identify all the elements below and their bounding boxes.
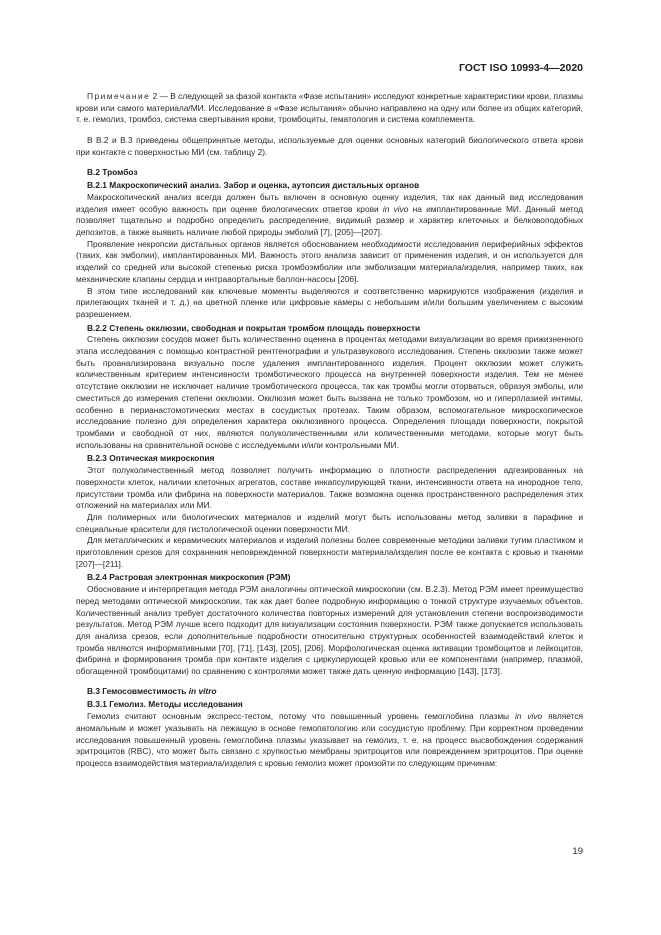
section-b22-heading: В.2.2 Степень окклюзии, свободная и покрытая тромбом площадь поверхности: [87, 322, 421, 333]
paragraph: Проявление некропсии дистальных органов является обоснованием необходимости исследования периферийных эффектов (таких, как эмболии), имплантированных МИ. Важность этого анализа зависит от применения изделия, и он используется для изделий со средней или высокой степенью риска тромбоэмболии или эмболизации материала/изделия, например таких, как механические клапаны сердца и интрааортальные баллон-насосы [206].: [76, 238, 583, 284]
section-b21-heading: В.2.1 Макроскопический анализ. Забор и оценка, аутопсия дистальных органов: [87, 180, 420, 191]
paragraph: В этом типе исследований как ключевые моменты выделяются и соответственно маркируются изображения (изделия и прилегающих тканей и т. д.) на цветной пленке или цифровые камеры с небольшим и/или большим увеличением с высоким разрешением.: [76, 285, 583, 319]
intro-paragraph: В В.2 и В.3 приведены общепринятые методы, используемые для оценки основных категорий биологического ответа крови при контакте с поверхностью МИ (см. таблицу 2).: [76, 135, 583, 157]
section-b24-heading: В.2.4 Растровая электронная микроскопия (РЭМ): [87, 572, 291, 583]
paragraph: Гемолиз считают основным экспресс-тестом, потому что повышенный уровень гемоглобина плазмы in vivo является аномальным и может указывать на лежащую в основе гемопатологию или сосудистую проблему. При корректном проведении исследования повышенный уровень гемоглобина плазмы указывает на гемолиз, т. е. на процесс высвобождения содержания эритроцитов (RBC), что может быть связано с хрупкостью мембраны эритроцитов или повреждением эритроцитов. При оценке процесса взаимодействия материала/изделия с кровью гемолиз может произойти по следующим причинам:: [76, 711, 584, 768]
paragraph: Макроскопический анализ всегда должен быть включен в основную оценку изделия, так как данный вид исследования изделия имеет особую важность при оценке биологических ответов крови in vivo на имплантированные МИ. Данный метод позволяет тщательно и подробно определить распределение, видимый размер и характер клеточных и белковоподобных депозитов, а также выявить наличие любой природы эмболий [7], [205]—[207].: [76, 191, 583, 238]
note-text: 2 — В следующей за фазой контакта «Фазе испытания» исследуют конкретные характеристики крови, плазмы крови или самого материала/МИ. Исследование в «Фазе испытания» обычно направлено на одну или более из общих категорий, т. е. гемолиз, тромбоз, система свертывания крови, тромбоциты, гематология и система комплемента.: [76, 91, 583, 125]
paragraph: Обоснование и интерпретация метода РЭМ аналогичны оптической микроскопии (см. В.2.3). Метод РЭМ имеет преимущество перед методами оптической микроскопии, так как дает более подробную информацию о тонкой структуре изучаемых объектов. Количественный анализ требует достаточного количества повторных измерений для установления степени воспроизводимости результатов. Метод РЭМ лучше всего подходит для визуализации состояния поверхности. РЭМ также допускается использовать для анализа срезов, если дополнительные подробности относительно структурных особенностей взаимодействий клеток и тромба являются информативными [70], [71], [143], [205], [206]. Морфологическая оценка активации тромбоцитов и лейкоцитов, фибрина и формирования тромба при контакте изделия с циркулирующей кровью или ее компонентами (например, плазмой, обогащенной тромбоцитами) по сравнению с контролями может также дать ценную информацию [143], [173].: [76, 584, 583, 677]
document-header: ГОСТ ISO 10993-4—2020: [458, 62, 583, 74]
page-number: 19: [572, 846, 583, 857]
note-paragraph: [76, 91, 583, 126]
section-b2-heading: В.2 Тромбоз: [87, 166, 138, 177]
paragraph: Степень окклюзии сосудов может быть количественно оценена в процентах методами визуализации во время прижизненного этапа исследования с помощью контрастной рентгенографии и ультразвукового исследования. Степень окклюзии также может быть проанализирована визуально после удаления имплантированного изделия. Процент окклюзии может служить количественным критерием интенсивности тромботического процесса на внутренней поверхности изделия. Тем не менее отсутствие окклюзии не исключает наличие тромботического процесса, так как тромбы могли оторваться, образуя эмболы, или сместиться до измерения степени окклюзии. Окклюзия может быть вызвана не только тромбозом, но и гиперплазией интимы, особенно в перианастомотических местах в сосудистых протезах. Таким образом, вспомогательное микроскопическое исследование полезно для определения характера окклюзивного процесса. Определения площади поверхности, покрытой тромбами и свободной от них, являются полуколичественными или количественными методами, которые могут быть использованы на сравнительной основе с исследуемыми и/или контрольными МИ.: [76, 334, 583, 450]
paragraph: Для металлических и керамических материалов и изделий полезны более современные методики заливки тугим пластиком и приготовления срезов для сохранения неповрежденной поверхности материала/изделия после ее контакта с кровью и тканями [207]—[211].: [76, 535, 583, 569]
note-label: Примечание: [87, 91, 151, 101]
italic-term: in vivo: [382, 203, 409, 214]
italic-term: in vitro: [188, 685, 217, 696]
section-b31-heading: В.3.1 Гемолиз. Методы исследования: [87, 699, 243, 710]
document-body: [76, 91, 583, 770]
paragraph: Этот полуколичественный метод позволяет получить информацию о плотности распределения адгезированных на поверхности клеток, наличии клеточных агрегатов, составе инкапсулирующей ткани, интенсивности ответа на инородное тело, присутствии тромба или фибрина на поверхности материалов. Также возможна оценка пространственного распределения этих отложений на материалах или МИ.: [76, 465, 583, 511]
section-b3-heading: В.3 Гемосовместимость in vitro: [87, 685, 217, 696]
paragraph: Для полимерных или биологических материалов и изделий могут быть использованы метод заливки в парафине и специальные красители для гистологической оценки поверхности МИ.: [76, 511, 583, 534]
section-b23-heading: В.2.3 Оптическая микроскопия: [87, 453, 215, 464]
italic-term: in vivo: [514, 711, 543, 722]
